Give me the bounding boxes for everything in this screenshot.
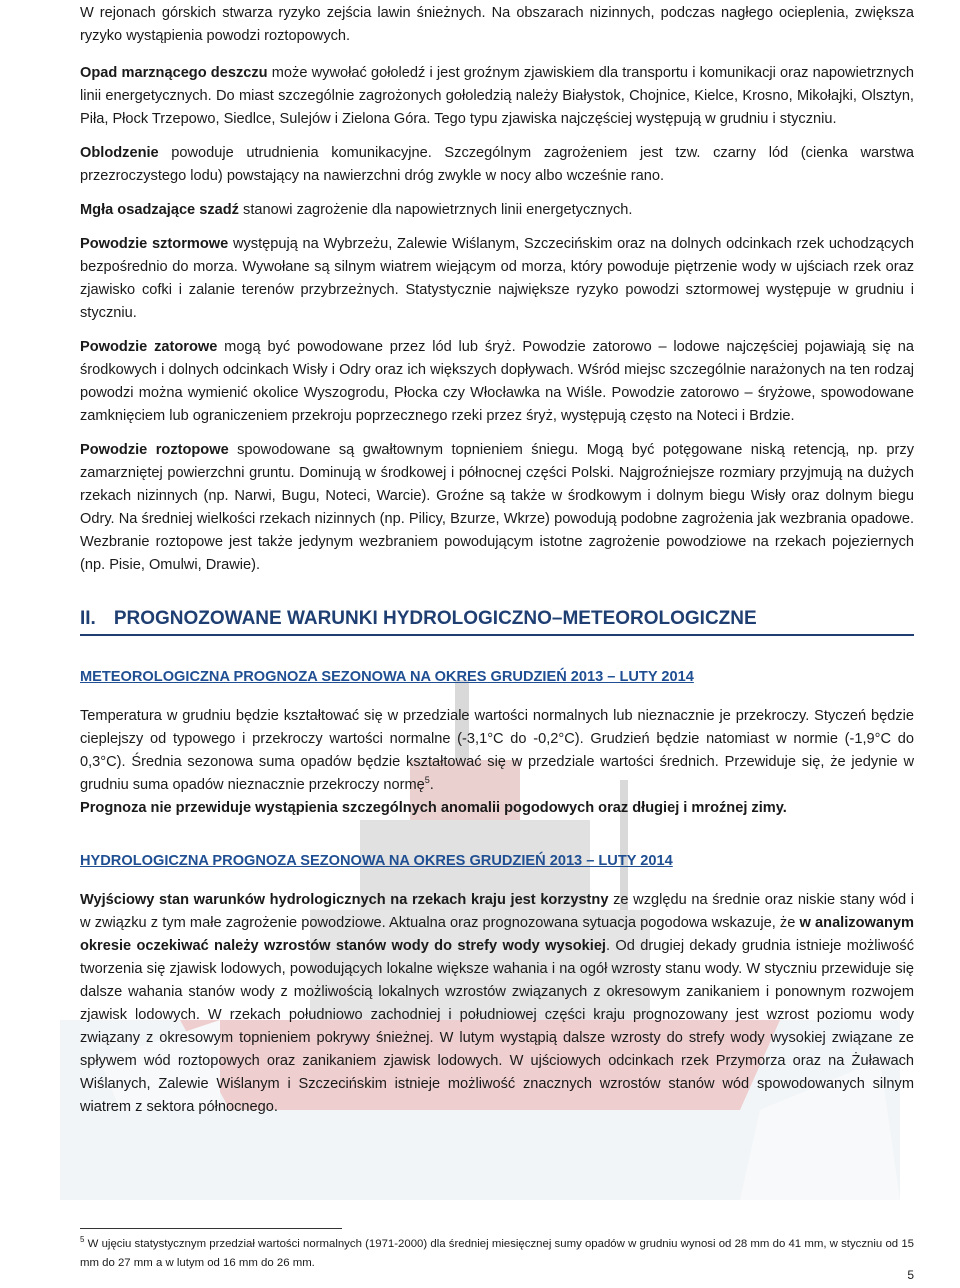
footnote bbox=[80, 1235, 914, 1273]
hazard-term: Opad marznącego deszczu bbox=[80, 65, 268, 81]
hazard-storm-floods bbox=[80, 233, 914, 325]
footnote-separator bbox=[80, 1228, 342, 1229]
hazard-text: spowodowane są gwałtownym topnieniem śniegu. Mogą być potęgowane niską retencją, np. przy zamarzniętej powierzchni gruntu. Dominują w środkowej i północnej części Polski. Najgroźniejsze rozmiary przyjmują na dużych rzekach nizinnych (np. Narwi, Bugu, Noteci, Warcie). Groźne są także w środkowym i dolnym biegu Wisły oraz dolnym biegu Odry. Na średniej wielkości rzekach nizinnych (np. Pilicy, Bzurze, Wkrze) powodują podobne zagrożenia jak wezbrania opadowe. Wezbranie roztopowe jest także jedynym wezbraniem powodującym istotne zagrożenie powodziowe na rzekach pojeziernych (np. Pisie, Omulwi, Drawie). bbox=[80, 442, 914, 573]
hazard-ice-jam-floods bbox=[80, 336, 914, 428]
meteo-text-end: . bbox=[429, 777, 434, 793]
hazard-text: stanowi zagrożenie dla napowietrznych linii energetycznych. bbox=[238, 202, 633, 218]
hydro-forecast-heading: HYDROLOGICZNA PROGNOZA SEZONOWA NA OKRES GRUDZIEŃ 2013 – LUTY 2014 bbox=[80, 853, 673, 869]
hazard-rime-fog bbox=[80, 199, 914, 222]
hazard-term: Mgła osadzające szadź bbox=[80, 202, 239, 218]
intro-paragraph: W rejonach górskich stwarza ryzyko zejścia lawin śnieżnych. Na obszarach nizinnych, podczas nagłego ocieplenia, zwiększa ryzyko wystąpienia powodzi roztopowych. bbox=[80, 5, 914, 44]
section-title: PROGNOZOWANE WARUNKI HYDROLOGICZNO–METEOROLOGICZNE bbox=[113, 608, 757, 629]
hazard-term: Powodzie zatorowe bbox=[80, 339, 218, 355]
footnote-reference[interactable]: 5 bbox=[424, 775, 430, 786]
meteo-text: Temperatura w grudniu będzie kształtować się w przedziale wartości normalnych lub nieznacznie je przekroczy. Styczeń będzie cieplejszy od typowego i przekroczy wartości normalne (-3,1°C do -0,2°C). Grudzień będzie natomiast w normie (-1,9°C do 0,3°C). Średnia sezonowa suma opadów będzie kształtować się w przedziale wartości średnich. Przewiduje się, że jedynie w grudniu suma opadów nieznacznie przekroczy normę bbox=[80, 708, 914, 793]
document-page bbox=[80, 2, 914, 1119]
section-heading bbox=[80, 607, 914, 636]
meteo-summary: Prognoza nie przewiduje wystąpienia szczególnych anomalii pogodowych oraz długiej i mroźnej zimy. bbox=[80, 800, 787, 816]
hazard-term: Powodzie roztopowe bbox=[80, 442, 229, 458]
section-number: II. bbox=[80, 608, 96, 629]
hydro-bold-2: w analizowanym okresie oczekiwać należy wzrostów stanów wody do strefy wody wysokiej bbox=[80, 915, 914, 954]
hydro-forecast-paragraph bbox=[80, 889, 914, 1119]
hydro-bold-1: Wyjściowy stan warunków hydrologicznych na rzekach kraju jest korzystny bbox=[80, 892, 609, 908]
hazard-text: może wywołać gołoledź i jest groźnym zjawiskiem dla transportu i komunikacji oraz napowietrznych linii energetycznych. Do miast szczególnie zagrożonych gołoledzią należy Białystok, Chojnice, Kielce, Krosno, Mikołajki, Olsztyn, Piła, Płock Trzepowo, Siedlce, Sulejów i Zielona Góra. Tego typu zjawiska najczęściej występują w grudniu i styczniu. bbox=[80, 65, 914, 127]
footnote-text: W ujęciu statystycznym przedział wartości normalnych (1971-2000) dla średniej miesięcznej sumy opadów w grudniu wynosi od 28 mm do 41 mm, w styczniu od 15 mm do 27 mm a w lutym od 16 mm do 26 mm. bbox=[80, 1238, 914, 1269]
hydro-text-1: ze względu na średnie oraz niskie stany wód i w związku z tym małe zagrożenie powodziowe. Aktualna oraz prognozowana sytuacja pogodowa wskazuje, że bbox=[80, 892, 914, 931]
hazard-icing bbox=[80, 142, 914, 188]
hazard-term: Powodzie sztormowe bbox=[80, 236, 229, 252]
hazard-snowmelt-floods bbox=[80, 439, 914, 577]
hazard-text: mogą być powodowane przez lód lub śryż. Powodzie zatorowo – lodowe najczęściej pojawiają się na środkowych i dolnych odcinkach Wisły i Odry oraz ich większych dopływach. Wśród miejsc szczególnie narażonych na ten rodzaj powodzi można wymienić okolice Wyszogrodu, Płocka czy Włocławka na Wiśle. Powodzie zatorowo – śryżowe, spowodowane zamknięciem lub ograniczeniem przekroju poprzecznego rzeki przez śryż, występują często na Noteci i Brdzie. bbox=[80, 339, 914, 424]
page-number: 5 bbox=[907, 1268, 914, 1282]
hazard-term: Oblodzenie bbox=[80, 145, 159, 161]
hydro-text-2: . Od drugiej dekady grudnia istnieje możliwość tworzenia się zjawisk lodowych, powodujących lokalne większe wahania i na ogół wzrosty stanu wody. W styczniu przewiduje się dalsze wahania stanów wody z możliwością lokalnych wzrostów związanych z okresowym zanikaniem i ponownym rozwojem zjawisk lodowych. W rzekach południowo zachodniej i południowej części kraju prognozowany jest wzrost poziomu wody związany z okresowym topnieniem pokrywy śnieżnej. W lutym wystąpią dalsze wzrosty do strefy wody wysokiej związane ze spływem wód roztopowych oraz zanikaniem zjawisk lodowych. W ujściowych odcinkach rzek Przymorza oraz na Żuławach Wiślanych, Zalewie Wiślanym i Szczecińskim istnieje możliwość znacznych wzrostów stanów wód spowodowanych silnym wiatrem z sektora północnego. bbox=[80, 938, 915, 1115]
footnote-number: 5 bbox=[80, 1235, 85, 1245]
hazard-text: powoduje utrudnienia komunikacyjne. Szczególnym zagrożeniem jest tzw. czarny lód (cienka warstwa przezroczystego lodu) powstający na nawierzchni dróg zwykle w nocy albo wcześnie rano. bbox=[80, 145, 914, 184]
hazard-freezing-rain bbox=[80, 62, 914, 131]
hazard-text: występują na Wybrzeżu, Zalewie Wiślanym, Szczecińskim oraz na dolnych odcinkach rzek uchodzących bezpośrednio do morza. Wywołane są silnym wiatrem wiejącym od morza, który powoduje piętrzenie wody w ujściach rzek oraz zjawisko cofki i zalanie terenów przybrzeżnych. Statystycznie największe ryzyko powodzi sztormowej występuje w grudniu i styczniu. bbox=[80, 236, 914, 321]
meteo-forecast-paragraph bbox=[80, 705, 914, 820]
meteo-forecast-heading: METEOROLOGICZNA PROGNOZA SEZONOWA NA OKRES GRUDZIEŃ 2013 – LUTY 2014 bbox=[80, 669, 694, 685]
